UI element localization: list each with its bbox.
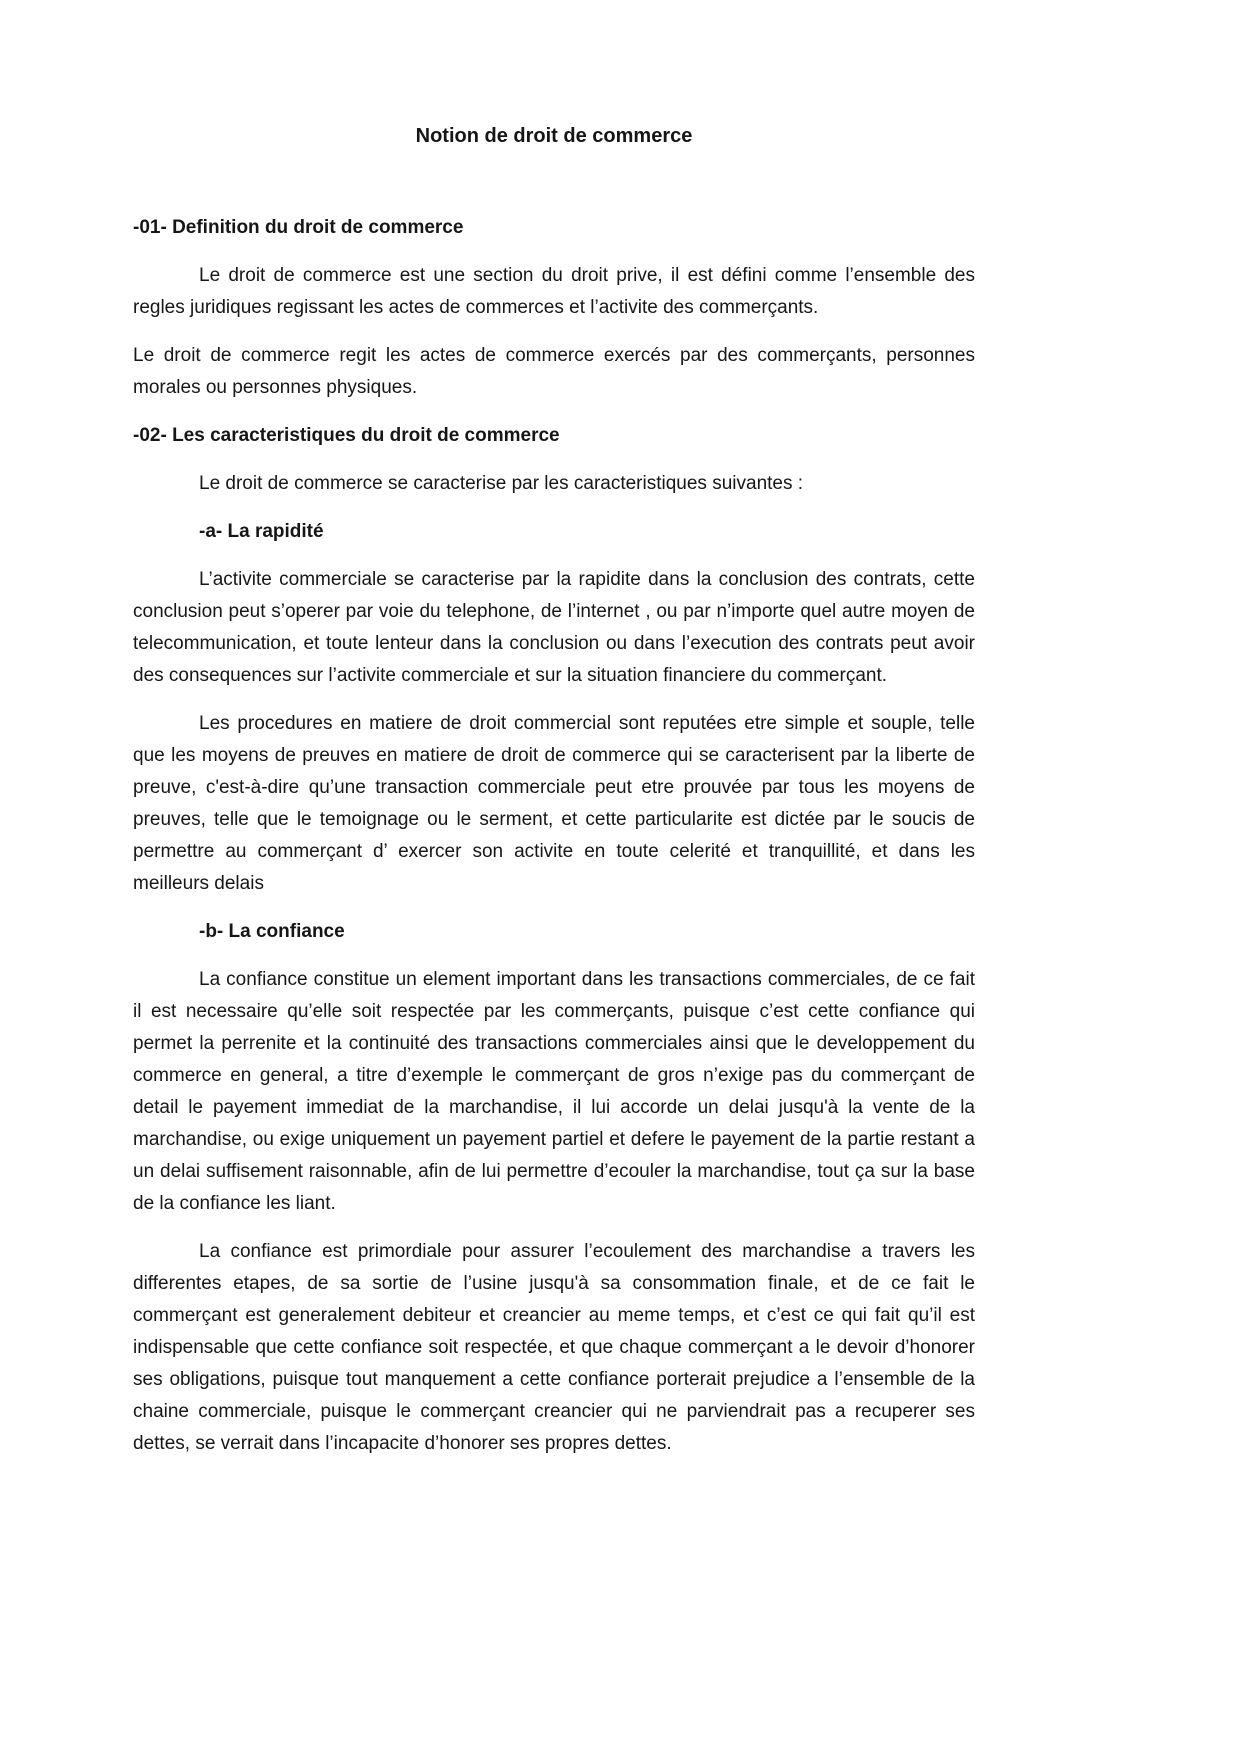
paragraph-definition-2: Le droit de commerce regit les actes de commerce exercés par des commerçants, personnes morales ou personnes physiques. [133,345,975,398]
subsection-a-heading: -a- La rapidité [199,521,324,542]
paragraph-definition-1: Le droit de commerce est une section du droit prive, il est défini comme l’ensemble des regles juridiques regissant les actes de commerces et l’activite des commerçants. [133,265,975,318]
paragraph-caracteristiques-intro: Le droit de commerce se caracterise par les caracteristiques suivantes : [199,473,804,494]
paragraph-confiance-2: La confiance est primordiale pour assurer l’ecoulement des marchandise a travers les differentes etapes, de sa sortie de l’usine jusqu'à sa consommation finale, et de ce fait le commerçant est generalement debiteur et creancier au meme temps, et c’est ce qui fait qu’il est indispensable que cette confiance soit respectée, et que chaque commerçant a le devoir d’honorer ses obligations, puisque tout manquement a cette confiance porterait prejudice a l’ensemble de la chaine commerciale, puisque le commerçant creancier qui ne parviendrait pas a recuperer ses dettes, se verrait dans l’incapacite d’honorer ses propres dettes. [133,1241,975,1454]
section-01-heading: -01- Definition du droit de commerce [133,217,464,238]
paragraph-rapidite-1: L’activite commerciale se caracterise par la rapidite dans la conclusion des contrats, cette conclusion peut s’operer par voie du telephone, de l’internet , ou par n’importe quel autre moyen de telecommunication, et toute lenteur dans la conclusion ou dans l’execution des contrats peut avoir des consequences sur l’activite commerciale et sur la situation financiere du commerçant. [133,569,975,686]
document-title: Notion de droit de commerce [415,125,693,147]
paragraph-rapidite-2: Les procedures en matiere de droit commercial sont reputées etre simple et souple, telle que les moyens de preuves en matiere de droit de commerce qui se caracterisent par la liberte de preuve, c'est-à-dire qu’une transaction commerciale peut etre prouvée par tous les moyens de preuves, telle que le temoignage ou le serment, et cette particularite est dictée par le soucis de permettre au commerçant d’ exercer son activite en toute celerité et tranquillité, et dans les meilleurs delais [133,713,975,894]
section-02-heading: -02- Les caracteristiques du droit de commerce [133,425,560,446]
subsection-b-heading: -b- La confiance [199,921,345,942]
paragraph-confiance-1: La confiance constitue un element important dans les transactions commerciales, de ce fait il est necessaire qu’elle soit respectée par les commerçants, puisque c’est cette confiance qui permet la perrenite et la continuité des transactions commerciales ainsi que le developpement du commerce en general, a titre d’exemple le commerçant de gros n’exige pas du commerçant de detail le payement immediat de la marchandise, il lui accorde un delai jusqu'à la vente de la marchandise, ou exige uniquement un payement partiel et defere le payement de la partie restant a un delai suffisement raisonnable, afin de lui permettre d’ecouler la marchandise, tout ça sur la base de la confiance les liant. [133,969,975,1214]
